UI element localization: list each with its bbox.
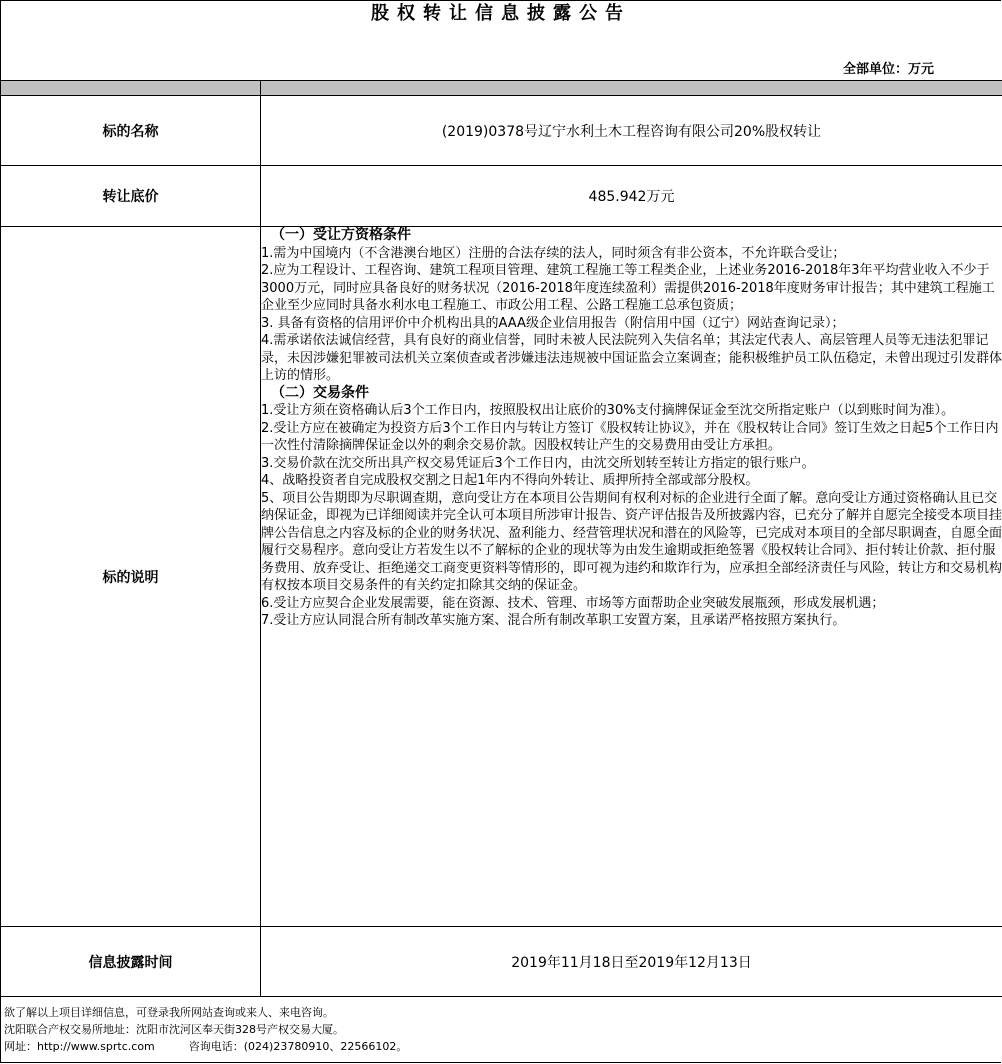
- description-label: 标的说明: [1, 227, 261, 927]
- reserve-price-label: 转让底价: [1, 166, 261, 227]
- footer-website-link[interactable]: 网址：http://www.sprtc.com: [4, 1040, 155, 1053]
- subject-name-value: (2019)0378号辽宁水利土木工程咨询有限公司20%股权转让: [261, 96, 1002, 166]
- section2-item-5: 5、项目公告期即为尽职调查期，意向受让方在本项目公告期间有权利对标的企业进行全面了解。意向受让方通过资格确认且已交纳保证金，即视为已详细阅读并完全认可本项目所涉审计报告、资产评估报告及所披露内容，已充分了解并自愿完全接受本项目挂牌公告信息之内容及标的企业的财务状况、盈利能力、经营管理状况和潜在的风险等，已完成对本项目的全部尽职调查，自愿全面履行交易程序。意向受让方若发生以不了解标的企业的现状等为由发生逾期或拒绝签署《股权转让合同》、拒付转让价款、拒付服务费用、放弃受让、拒绝递交工商变更资料等情形的，即可视为违约和欺诈行为，应承担全部经济责任与风险，转让方和交易机构有权按本项目交易条件的有关约定扣除其交纳的保证金。: [261, 490, 1002, 593]
- section2-item-6: 6.受让方应契合企业发展需要，能在资源、技术、管理、市场等方面帮助企业突破发展瓶颈，形成发展机遇；: [261, 595, 885, 611]
- footer-notes: [4, 1004, 407, 1055]
- footer-phone: 咨询电话：(024)23780910、22566102。: [188, 1040, 408, 1053]
- section2-item-4: 4、战略投资者自完成股权交割之日起1年内不得向外转让、质押所持全部或部分股权。: [261, 473, 759, 488]
- row-disclosure-time: [1, 927, 1002, 997]
- section1-item-2: 2.应为工程设计、工程咨询、建筑工程项目管理、建筑工程施工等工程类企业，上述业务2016-2018年3年平均营业收入不少于3000万元，同时应具备良好的财务状况（2016-2018年度连续盈利）需提供2016-2018年度财务审计报告；其中建筑工程施工企业至少应同时具备水利水电工程施工、市政公用工程、公路工程施工总承包资质；: [261, 263, 995, 313]
- row-reserve-price: [1, 166, 1002, 227]
- section1-item-3: 3. 具备有资格的信用评价中介机构出具的AAA级企业信用报告（附信用中国（辽宁）网站查询记录）；: [261, 315, 845, 331]
- footer-line-1: 欲了解以上项目详细信息，可登录我所网站查询或来人、来电咨询。: [4, 1006, 334, 1019]
- row-subject-name: [1, 96, 1002, 166]
- reserve-price-value: 485.942万元: [261, 166, 1002, 227]
- section2-item-2: 2.受让方应在被确定为投资方后3个工作日内与转让方签订《股权转让协议》，并在《股权转让合同》签订生效之日起5个工作日内一次性付清除摘牌保证金以外的剩余交易价款。因股权转让产生的交易费用由受让方承担。: [261, 420, 999, 453]
- header-bar-row: [1, 81, 1002, 96]
- section2-item-7: 7.受让方应认同混合所有制改革实施方案、混合所有制改革职工安置方案，且承诺严格按照方案执行。: [261, 613, 846, 628]
- disclosure-table: [0, 80, 1002, 997]
- section1-item-1: 1.需为中国境内（不含港澳台地区）注册的合法存续的法人，同时须含有非公资本，不允许联合受让；: [261, 245, 846, 261]
- footer-line-2: 沈阳联合产权交易所地址：沈阳市沈河区奉天街328号产权交易大厦。: [4, 1023, 344, 1036]
- header-bar-right: [261, 81, 1002, 96]
- section2-heading: （二）交易条件: [271, 384, 369, 401]
- section1-heading: （一）受让方资格条件: [271, 227, 411, 243]
- header-bar-left: [1, 81, 261, 96]
- section2-item-1: 1.受让方须在资格确认后3个工作日内，按照股权出让底价的30%支付摘牌保证金至沈交所指定账户（以到账时间为准）。: [261, 403, 955, 418]
- disclosure-time-label: 信息披露时间: [1, 927, 261, 997]
- section1-item-4: 4.需承诺依法诚信经营，具有良好的商业信誉，同时未被人民法院列入失信名单；其法定代表人、高层管理人员等无违法犯罪记录，未因涉嫌犯罪被司法机关立案侦查或者涉嫌违法违规被中国证监会立案调查；能积极维护员工队伍稳定，未曾出现过引发群体上访的情形。: [261, 333, 1002, 383]
- unit-note: 全部单位：万元: [842, 62, 934, 77]
- section2-item-3: 3.交易价款在沈交所出具产权交易凭证后3个工作日内，由沈交所划转至转让方指定的银行账户。: [261, 455, 815, 471]
- page-title: 股权转让信息披露公告: [371, 3, 631, 24]
- disclosure-time-value: 2019年11月18日至2019年12月13日: [261, 927, 1002, 997]
- description-content: [261, 227, 1002, 927]
- subject-name-label: 标的名称: [1, 96, 261, 166]
- footer-line-3: [4, 1038, 407, 1055]
- row-description: [1, 227, 1002, 927]
